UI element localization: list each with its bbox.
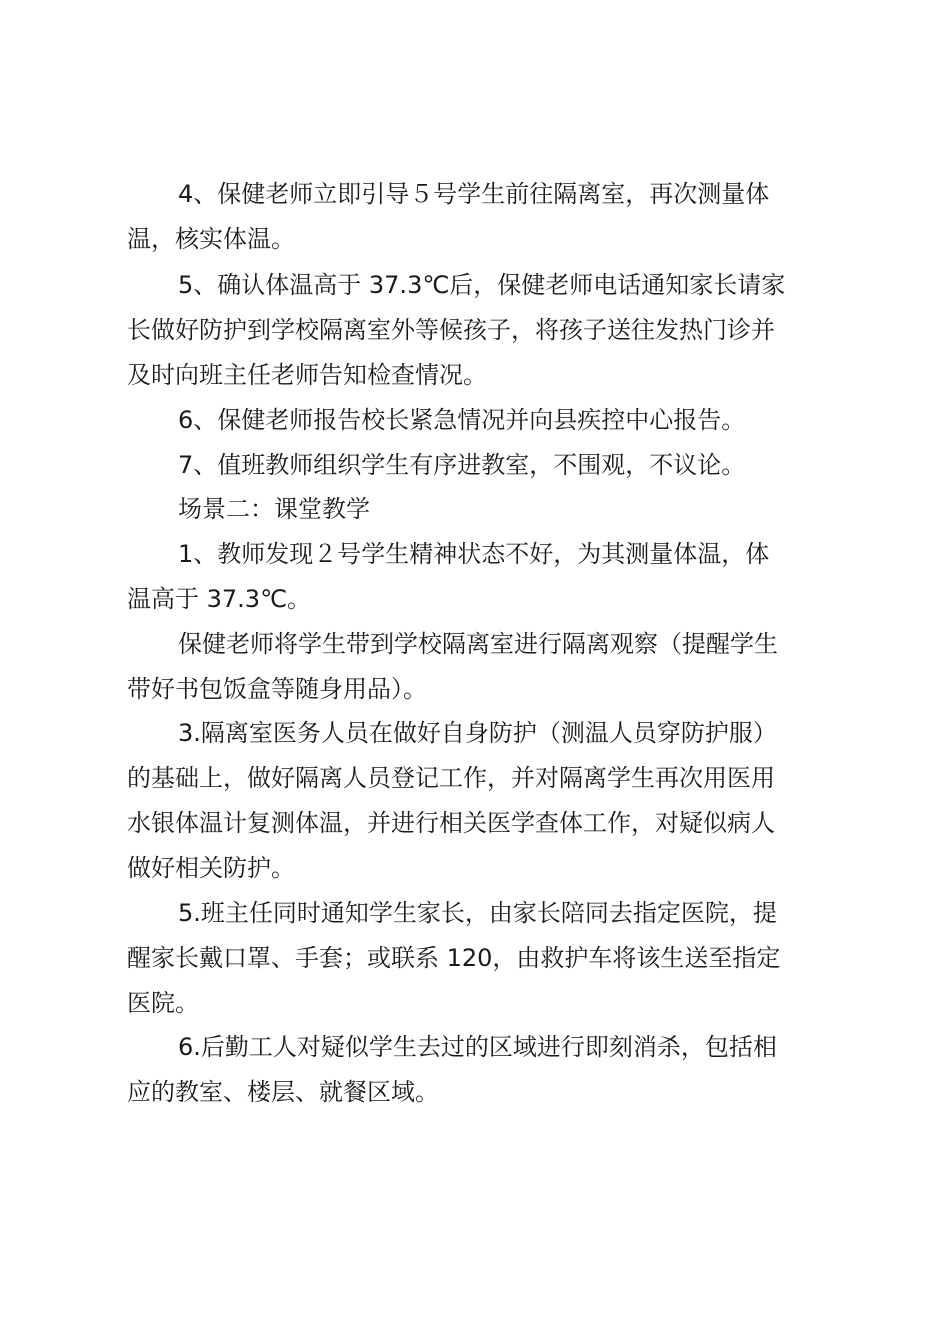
paragraph-5-line-1: 5、确认体温高于 37.3℃后，保健老师电话通知家长请家: [178, 271, 786, 299]
scene2-paragraph-1-line-2: 温高于 37.3℃。: [127, 585, 312, 613]
scene2-paragraph-5-line-2: 醒家长戴口罩、手套；或联系 120，由救护车将该生送至指定: [127, 944, 781, 972]
scene2-paragraph-3-line-4: 做好相关防护。: [127, 854, 295, 882]
paragraph-4-line-1: 4、保健老师立即引导５号学生前往隔离室，再次测量体: [178, 180, 770, 208]
scene2-paragraph-2-line-1: 保健老师将学生带到学校隔离室进行隔离观察（提醒学生: [178, 630, 778, 658]
paragraph-6-line-1: 6、保健老师报告校长紧急情况并向县疾控中心报告。: [178, 406, 746, 434]
paragraph-5-line-3: 及时向班主任老师告知检查情况。: [127, 361, 487, 389]
scene2-paragraph-3-line-2: 的基础上，做好隔离人员登记工作，并对隔离学生再次用医用: [127, 764, 775, 792]
scene2-paragraph-3-line-3: 水银体温计复测体温，并进行相关医学查体工作，对疑似病人: [127, 809, 775, 837]
scene2-paragraph-1-line-1: 1、教师发现２号学生精神状态不好，为其测量体温，体: [178, 540, 770, 568]
paragraph-7-line-1: 7、值班教师组织学生有序进教室，不围观，不议论。: [178, 451, 746, 479]
paragraph-5-line-2: 长做好防护到学校隔离室外等候孩子，将孩子送往发热门诊并: [127, 316, 775, 344]
section-heading: 场景二：课堂教学: [178, 495, 370, 523]
scene2-paragraph-6-line-1: 6.后勤工人对疑似学生去过的区域进行即刻消杀，包括相: [178, 1033, 777, 1061]
scene2-paragraph-3-line-1: 3.隔离室医务人员在做好自身防护（测温人员穿防护服）: [178, 719, 777, 747]
scene2-paragraph-6-line-2: 应的教室、楼层、就餐区域。: [127, 1078, 439, 1106]
paragraph-4-line-2: 温，核实体温。: [127, 225, 295, 253]
scene2-paragraph-5-line-1: 5.班主任同时通知学生家长，由家长陪同去指定医院，提: [178, 899, 777, 927]
scene2-paragraph-5-line-3: 医院。: [127, 989, 199, 1017]
scene2-paragraph-2-line-2: 带好书包饭盒等随身用品）。: [127, 675, 427, 703]
